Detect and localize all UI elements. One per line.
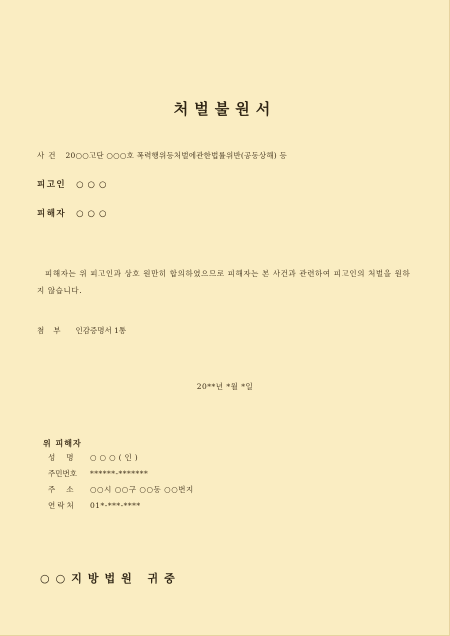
case-label: 사건 [37,151,60,160]
signer-address-row [48,484,194,495]
attachment-line [37,325,126,336]
victim-line [37,207,110,219]
defendant-label: 피고인 [37,180,67,190]
signer-rrn-label: 주민번호 [48,469,77,478]
case-value: 20○○고단 ○○○호 폭력행위등처벌에관한법률위반(공동상해) 등 [65,151,287,160]
document-date: 20**년 *월 *일 [196,382,254,391]
document-title: 처벌불원서 [173,100,277,118]
signer-name-row [48,452,141,463]
signer-rrn-value: ******-******* [90,469,149,478]
signer-contact-label: 연락처 [48,501,76,510]
signer-contact-row [48,500,141,511]
body-paragraph: 피해자는 위 피고인과 상호 원만히 합의하였으므로 피해자는 본 사건과 관련하여 피고인의 처벌을 원하지 않습니다. [37,269,411,295]
signer-heading: 위 피해자 [43,438,82,448]
defendant-value: ○○○ [76,180,111,190]
signer-name-value: ○○○(인) [90,453,141,462]
signer-name-label: 성명 [48,453,85,462]
signer-address-label: 주소 [48,485,85,494]
attachment-value: 인감증명서 1통 [75,326,127,335]
signer-rrn-row [48,468,148,479]
attachment-label: 첨부 [37,326,70,335]
signer-address-value: ○○시 ○○구 ○○동 ○○번지 [90,485,194,494]
victim-value: ○○○ [76,209,111,219]
signer-contact-value: 01*-***-**** [90,501,141,510]
court-addressee: ○○지방법원 귀중 [40,572,181,585]
victim-label: 피해자 [37,209,67,219]
defendant-line [37,178,110,190]
case-line [37,150,287,161]
